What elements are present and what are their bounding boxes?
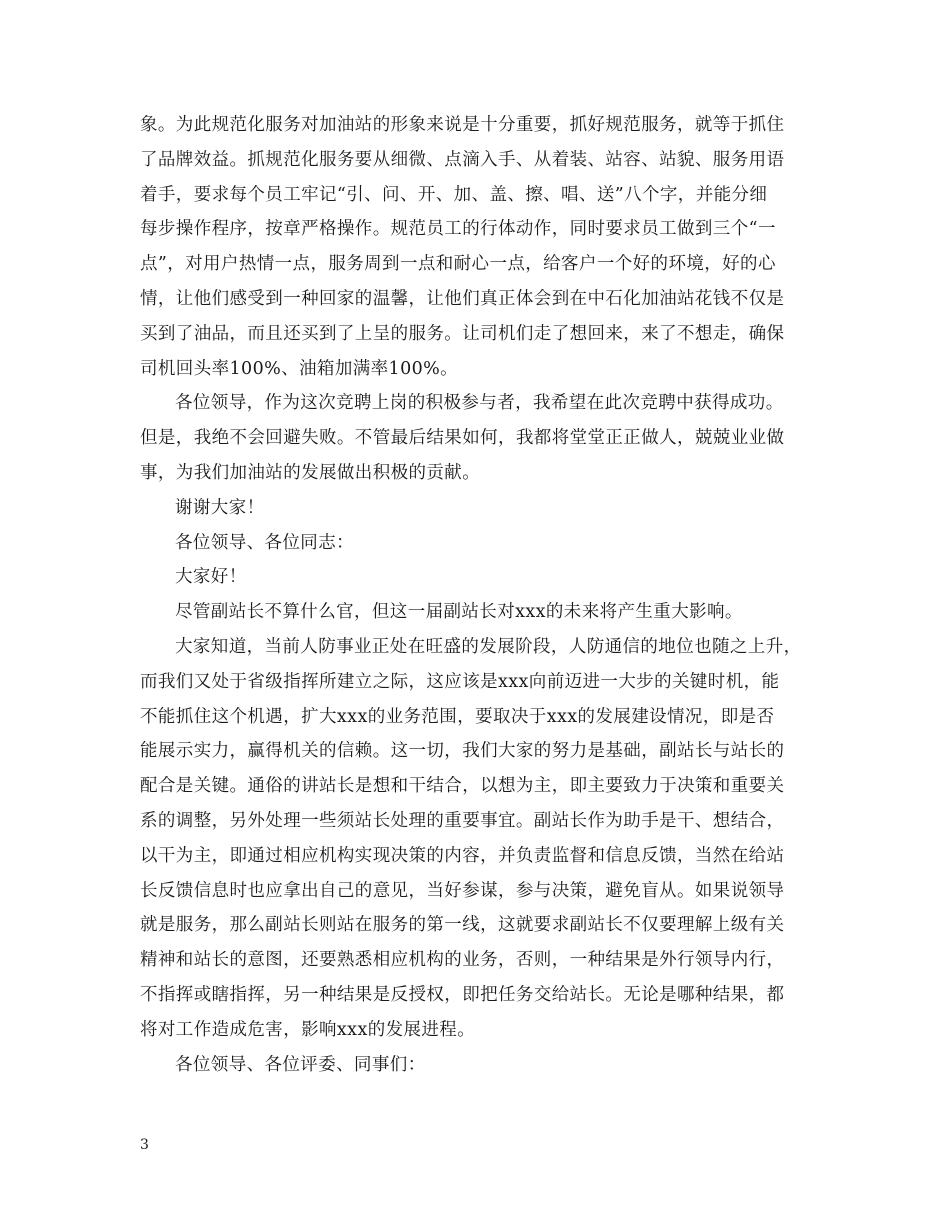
- text-line: 情，让他们感受到一种回家的温馨，让他们真正体会到在中石化加油站花钱不仅是: [140, 288, 785, 309]
- text-line: 就是服务，那么副站长则站在服务的第一线，这就要求副站长不仅要理解上级有关: [140, 915, 785, 936]
- text-line: 各位领导、各位同志：: [175, 532, 354, 553]
- text-line: 将对工作造成危害，影响xxx的发展进程。: [140, 1019, 476, 1040]
- page-number: 3: [140, 1137, 149, 1153]
- text-line: 司机回头率100%、油箱加满率100%。: [140, 358, 459, 379]
- text-line: 了品牌效益。抓规范化服务要从细微、点滴入手、从着装、站容、站貌、服务用语: [140, 149, 785, 170]
- text-line: 大家好！: [175, 567, 247, 588]
- text-line: 系的调整，另外处理一些须站长处理的重要事宜。副站长作为助手是干、想结合，: [140, 810, 785, 831]
- text-line: 而我们又处于省级指挥所建立之际，这应该是xxx向前迈进一大步的关键时机，能: [140, 671, 780, 692]
- text-line: 点”，对用户热情一点，服务周到一点和耐心一点，给客户一个好的环境，好的心: [140, 254, 776, 275]
- text-line: 各位领导、各位评委、同事们：: [175, 1054, 426, 1075]
- text-line: 长反馈信息时也应拿出自己的意见，当好参谋，参与决策，避免盲从。如果说领导: [140, 880, 785, 901]
- text-line: 着手，要求每个员工牢记“引、问、开、加、盖、擦、唱、送”八个字，并能分细: [140, 184, 768, 205]
- text-line: 尽管副站长不算什么官，但这一届副站长对xxx的未来将产生重大影响。: [175, 602, 743, 623]
- text-line: 事，为我们加油站的发展做出积极的贡献。: [140, 462, 481, 483]
- text-line: 象。为此规范化服务对加油站的形象来说是十分重要，抓好规范服务，就等于抓住: [140, 115, 785, 135]
- text-line: 但是，我绝不会回避失败。不管最后结果如何，我都将堂堂正正做人，兢兢业业做: [140, 428, 785, 449]
- text-line: 精神和站长的意图，还要熟悉相应机构的业务，否则，一种结果是外行领导内行，: [140, 950, 785, 971]
- body-text: [140, 108, 820, 1082]
- text-line: 各位领导，作为这次竞聘上岗的积极参与者，我希望在此次竞聘中获得成功。: [175, 393, 784, 414]
- text-line: 以干为主，即通过相应机构实现决策的内容，并负责监督和信息反馈，当然在给站: [140, 845, 785, 866]
- text-line: 买到了油品，而且还买到了上呈的服务。让司机们走了想回来，来了不想走，确保: [140, 323, 785, 344]
- text-line: 每步操作程序，按章严格操作。规范员工的行体动作，同时要求员工做到三个“一: [140, 219, 776, 240]
- text-line: 配合是关键。通俗的讲站长是想和干结合，以想为主，即主要致力于决策和重要关: [140, 776, 785, 797]
- text-line: 大家知道，当前人防事业正处在旺盛的发展阶段，人防通信的地位也随之上升，: [175, 636, 802, 657]
- text-line: 不指挥或瞎指挥，另一种结果是反授权，即把任务交给站长。无论是哪种结果，都: [140, 984, 785, 1005]
- text-line: 不能抓住这个机遇，扩大xxx的业务范围，要取决于xxx的发展建设情况，即是否: [140, 706, 775, 727]
- text-line: 能展示实力，赢得机关的信赖。这一切，我们大家的努力是基础，副站长与站长的: [140, 741, 785, 762]
- text-line: 谢谢大家！: [175, 497, 265, 518]
